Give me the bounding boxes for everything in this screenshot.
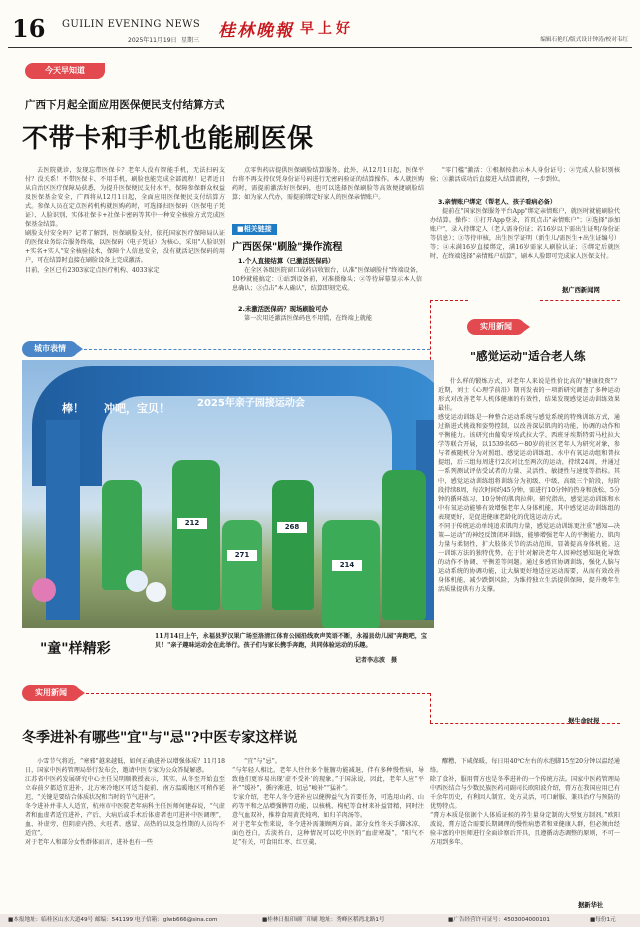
runner-figure xyxy=(322,520,380,628)
runner-figure xyxy=(172,460,220,610)
balloon xyxy=(32,578,56,602)
photo-arch xyxy=(32,366,434,486)
section-tag-city: 城市表情 xyxy=(22,341,78,357)
step2-text: 第一次用还激活医保码也不用慌，在终端上就能 xyxy=(244,315,372,322)
today-col2: 点零售药店提供医保刷脸结算服务。此外，从12月1日起，医保平台将不再支持仅凭身份证号码进行无密码验证的结算操作。本人就医购药时，需提前激活好医保码，也可以选择医保刷脸等高效便捷刷脸结算；如为家人代办，需提前绑定好家人的医保亲情账户。 xyxy=(232,167,424,202)
masthead xyxy=(0,0,640,48)
paper-name: GUILIN EVENING NEWS xyxy=(62,19,201,30)
related-title: 广西医保"刷脸"操作流程 xyxy=(232,242,343,253)
photo-banner-main: 2025年亲子园接运动会 xyxy=(197,398,305,409)
tag-arrow xyxy=(76,344,83,354)
footer-license: ■广告经营许可证号：4503004000101 xyxy=(448,917,550,923)
headline-winter-tonic: 冬季进补有哪些"宜"与"忌"?中医专家这样说 xyxy=(22,730,298,746)
step1-title: 1.个人直接结算（已激活医保码） xyxy=(238,257,335,265)
issue-weekday: 星期三 xyxy=(181,37,200,44)
related-tag-marker: ■ xyxy=(237,225,244,233)
related-box xyxy=(232,224,424,352)
step2-title: 2.未激活医保码？现场刷脸可办 xyxy=(238,305,328,313)
practical-col1: 小雪节气将近，“寒邪”越来越低，如何正确进补以增强体质？11月18日，国家中医药管理局举行发布会，邀请中医专家为公众答疑解惑。 江苏省中医药发展研究中心主任吴明顺教授表示，其实，从冬至开始直至立春前夕都适宜进补，北方寒冷地区可适当提前、南方温暖地区可稍作延迟，“关键是要结合体质状况和当时的节气进补”。 冬令进补并非人人适宜，杭州市中医院老年病科主任医师何建春说，“气虚者和血虚者适宜进补，产后、大病后或手术后体虚者也可进补中医调理”，血、补虚旁，但阴虚内热、火旺者、感冒、高热的以及急性期的人员均不适宜”。 对于老年人和部分女性群体而言，进补也有一些 xyxy=(25,758,225,847)
photo-title: "童"样精彩 xyxy=(40,641,111,657)
brand-logo: 桂林晚報 xyxy=(218,21,294,41)
separator-dash xyxy=(86,693,430,694)
photo-credit: 记者李志波 摄 xyxy=(355,657,398,664)
related-tag xyxy=(232,224,277,235)
runner-figure xyxy=(222,520,262,610)
race-bib: 271 xyxy=(227,550,257,561)
race-bib: 212 xyxy=(177,518,207,529)
practical-col2: “宜”与“忌”。 “与年轻人相比，老年人往往多个脏腑功能减退，伴有多种慢性病，导致他们更容易出现‘虚不受补’的现象。”于国泳说，因此，老年人应“平补”“缓补”，循序渐进，切忌“峻补”“猛补”。 专家介绍，老年人冬令进补应以健脾益气为首要任务，可选用山药、山药等平和之品增强脾胃功能，以核桃、枸杞等食材来补益肾精，同时注意气血双补，推荐食用黄芪炖鸡、如归羊肉汤等。 对于老年女性来说，冬令进补需兼顾两方面。部分女性冬天手脚冰凉、面色苍白，舌淡苔白，这种情况可以吃中医的“血虚寒凝”，“阳气不足”有关，可食用红枣、红豆羹、 xyxy=(232,758,424,847)
headline-sensory-exercise: "感觉运动"适合老人练 xyxy=(470,349,586,363)
masthead-rule xyxy=(8,47,632,48)
footer xyxy=(0,914,640,927)
section-tag-practical: 实用新闻 xyxy=(22,685,80,701)
issue-date: 2025年11月19日 xyxy=(128,37,177,44)
photo-banner-left: 棒！ xyxy=(62,402,84,415)
kicker: 广西下月起全面应用医保便民支付结算方式 xyxy=(25,99,225,111)
step3-text: 提前在"国家医保服务平台App"绑定亲情账户，就医时就能刷脸代办结算。操作：①打开App登录，首页点击"亲情账户"；②选择"添加账户"，录入待绑定人（老人需身份证；若16岁以下需出生证明/身份证等信息）；③等待审核，出生医学证明（新生儿/需医生+出生证编号）等；④未满16岁直接绑定，满16岁需家人刷脸认证；⑤绑定后就医时，在终端选择"亲情账户结算"，刷本人脸即可完成家人医保支付。 xyxy=(430,208,620,261)
today-source: 据广西新闻网 xyxy=(562,287,600,294)
footer-address: ■本报地址：临桂区山水大道49号 邮编：541199 电子信箱：glwb666@sina.com xyxy=(8,917,218,923)
headline-medical-insurance: 不带卡和手机也能刷医保 xyxy=(22,124,314,154)
separator-dash xyxy=(430,693,431,723)
practical-col3: 醪糟、下咸保暖，每日用40℃左右的水泡脚15至20分钟以温经通络。 除了食补，服用膏方也是冬季进补的一个传统方法。国家中医药管理局中西医结合与少数民族医药司副司长欧阳波介绍，膏方在我国应用已有千余年历史，有利因人制宜、处方灵活，可口耐服、兼具治疗与预防的优势特点。 “膏方本质是依据个人体质证候的养生量身定制的大型复方制剂。”欧阳波说，膏方适合需要长期调理的慢性病患者和亚健康人群，但必须由经验丰富的中医师进行全面诊察后开具，且遵循动态调整的原则，不可一方用到多年。 xyxy=(430,758,620,847)
race-bib: 268 xyxy=(277,522,307,533)
section-tag-today: 今天早知道 xyxy=(25,63,105,79)
runner-figure xyxy=(272,480,314,610)
photo-caption: 11月14日上午，永福县罗汉果广场至洛清江体育公园沿线欢声笑语不断，永福县幼儿园"奔跑吧，宝贝！"亲子趣味运动会在此举行。孩子们与家长携手奔跑，共同体验运动的乐趣。 xyxy=(155,633,427,650)
race-bib: 214 xyxy=(332,560,362,571)
footer-price: ■每份1元 xyxy=(590,917,616,923)
practical-source: 据新华社 xyxy=(578,902,604,909)
step3-title: 3.亲情账户绑定（帮老人、孩子看病必备） xyxy=(438,199,557,206)
balloon xyxy=(126,570,148,592)
tag-arrow xyxy=(78,688,85,698)
balloon xyxy=(146,582,166,602)
health-body: 什么样的锻炼方式，对老年人来说是性价比高的“健康投资”？近期，刘士《心理学前沿》期刊发表的一项新研究调查了多种运动形式对改善老年人机体健康的有效性，结果发现感觉运动训练效果最佳。 感觉运动训练是一种整合运动系统与感觉系统的特殊训练方式，通过渐进式挑战和姿势控制，以改善深层肌肉的功能，协调的动作和平衡能力。该研究由葡萄牙埃武拉大学、西班牙埃斯特雷马杜拉大学等联合开展，以1539名65～80岁的社区老年人为研究对象，参与者被随机分为对照组、感觉运动训练组、水中有氧运动组和普拉提组，后三组每周进行2次对比至两次的运动，持续24周，并通过一系列测试评估受试者的力量、灵活性、敏捷性与速度等指标。其中，感觉运动训练组将训练分为初级、中级、高级三个阶段，每阶段持续8周，每次时间约45分钟，需进行10分钟的热身和放松、5分钟的循环练习、10分钟的肌肉拉伸。研究指出，感觉运动训练和水中有氧运动能够有效增强老年人身体机能，其中感觉运动训练组的表现更好，是促进健康老龄化的优选运动方式。 不同于传统运动单纯追求肌肉力量，感觉运动训练更注重“感知—决策—运动”的神经反馈闭环训练，能够增强老年人的平衡能力、肌肉力量与柔韧性，扩大肢体关节的活动范围，显著提高身体机能。这一训练方法的独特优势，在于针对解决老年人因神经感知退化导致的动作不协调、平衡差等问题。通过多感官协调训练，强化人脑与运动系统的协调功能，让大脑更好地适应运动需要，从而有效改善身体机能，减少跌倒风险，为维持独立生活提供保障，提升晚年生活质量提供有力支撑。 xyxy=(438,378,620,594)
today-col3: "零门槛"激活：①根据按指示本人身份证号；②完成人脸识别核验；③激活成功后直接进入结算流程，一步到位。 xyxy=(430,167,620,184)
runner-figure xyxy=(382,470,426,620)
health-source: 据生命时报 xyxy=(568,718,600,725)
photo-banner-mid: 冲吧，宝贝！ xyxy=(104,402,170,415)
editor-credits: 编辑石艳红/版式设计钟涛/校对韦红 xyxy=(540,37,628,43)
section-tag-health: 实用新闻 xyxy=(467,319,525,335)
separator-dash xyxy=(540,300,620,301)
tag-arrow xyxy=(523,322,530,332)
step1-text: 在全区各级医院窗口或药店收银台，认准"医保刷脸付"终端设备，10秒就能搞定：①站到设备前，对准摄像头；②等待屏幕显示本人信息确认；③点击"本人确认"，结算即刻完成。 xyxy=(232,267,422,293)
related-tag-label: 相关链接 xyxy=(243,225,272,233)
footer-printer: ■桂林日报印刷厂印刷 地址：秀峰区稻湾北路1号 xyxy=(262,917,385,923)
separator-dash xyxy=(430,723,620,724)
separator-dash xyxy=(430,300,468,301)
separator-dash xyxy=(84,349,430,350)
today-col1: 去医院就诊，发现忘带医保卡？老年人没有智能手机，无法扫码支付？没关系！不带医保卡、不用手机，刷脸也能完成全部流程！记者近日从自治区医疗保障局获悉，为提升医保便民支付水平，保障参保群众权益及医保基金安全，广西将从12月1日起，全面应用医保便民支付结算方式。参保人员在定点医药机构就医购药时，可选择扫医保码（医保电子凭证）、人脸识别、实体社保卡+社保卡密码等其中一种安全核验方式完成医保基金结算。 刷脸支付安全吗？记者了解到，医保刷脸支付，依托国家医疗保障局认证的医保业务综合服务终端，以医保码（电子凭证）为核心，采用"人脸识别+实名+实人"安全核验技术，保障个人信息安全，没有就活记医保码的用户，可在结算时直接在刷脸设备上完成激活。 目前，全区已有2303家定点医疗机构、4033家定 xyxy=(25,167,225,274)
page-number: 16 xyxy=(12,14,46,43)
kids-race-photo xyxy=(22,360,434,628)
column-title: 早上好 xyxy=(300,21,354,37)
